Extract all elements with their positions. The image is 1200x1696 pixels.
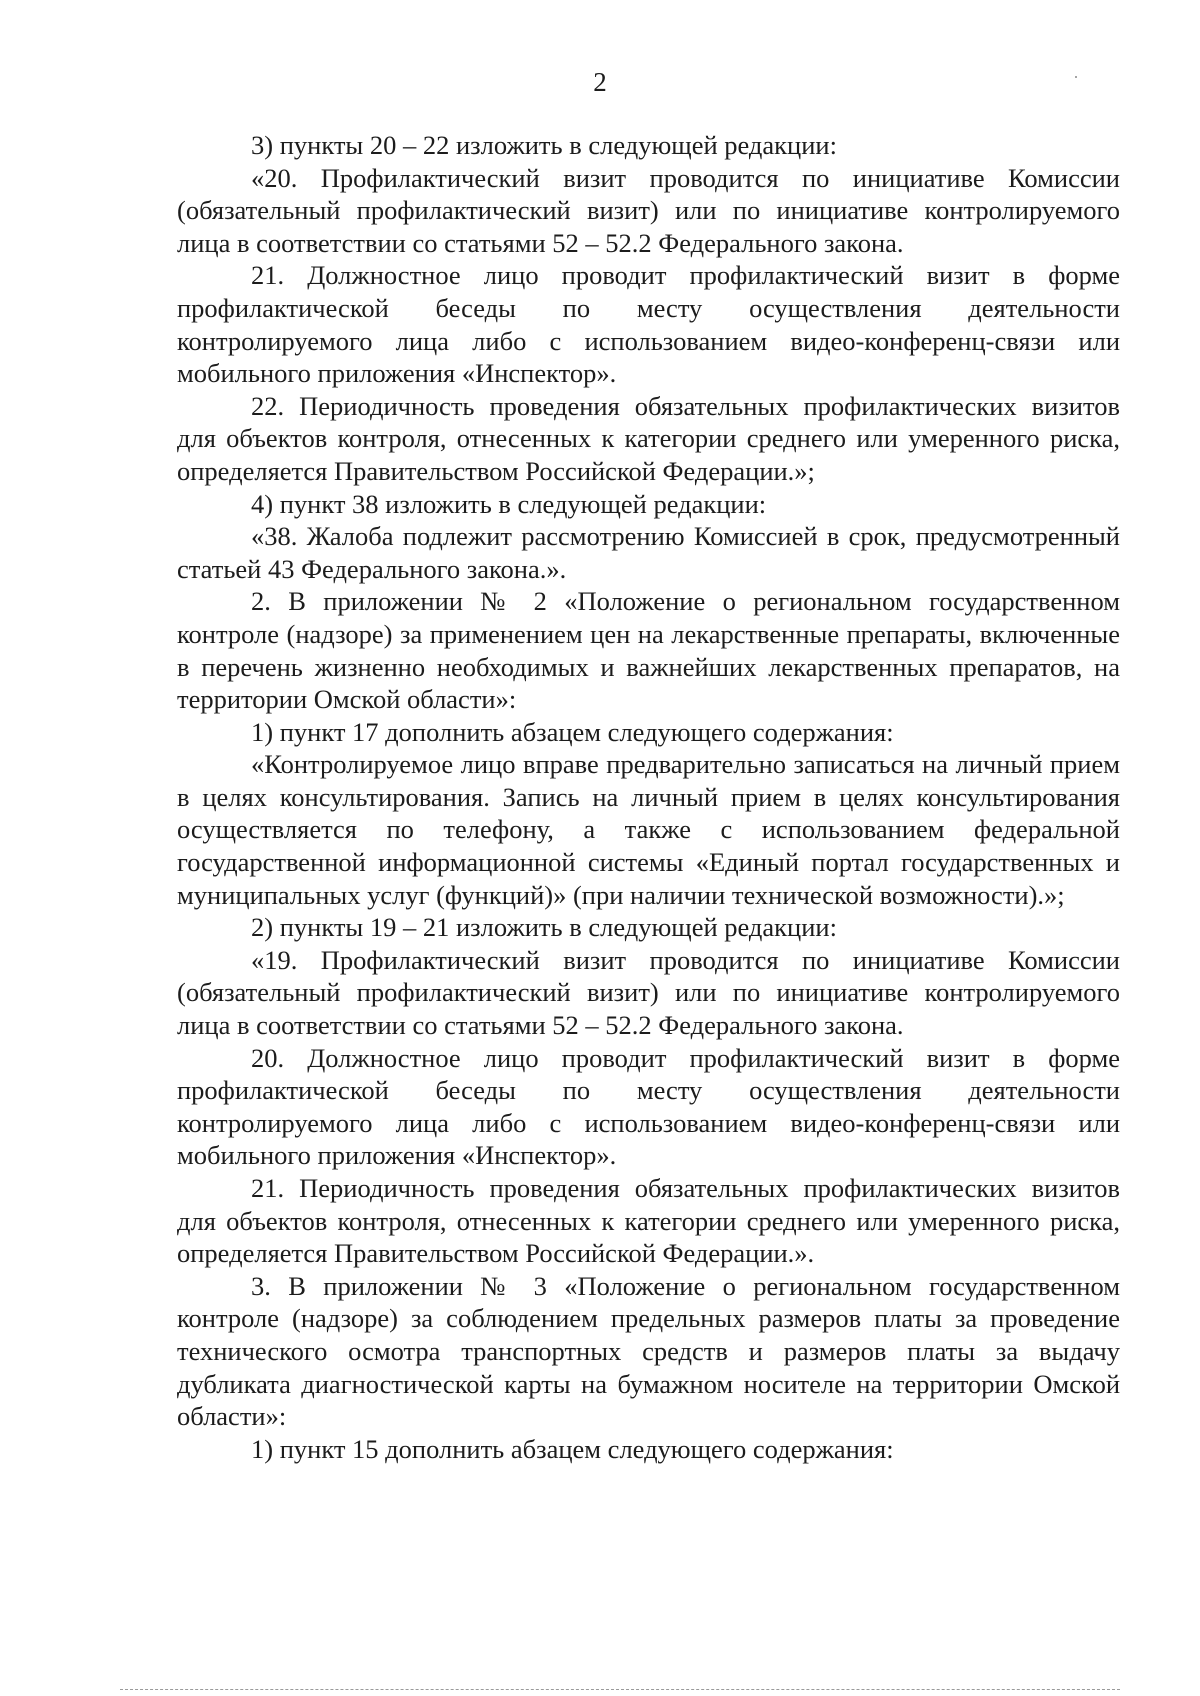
page-number: 2 bbox=[593, 67, 607, 97]
paragraph-item-4-intro: 4) пункт 38 изложить в следующей редакции: bbox=[251, 488, 767, 519]
paragraph-point-22: 22. Периодичность проведения обязательных профилактических визитов для объектов контроля, отнесенных к категории среднего или умеренного риска, определяется Правительством Российской Федерации.»; bbox=[177, 390, 1120, 486]
paragraph-point-20-b: 20. Должностное лицо проводит профилактический визит в форме профилактической беседы по месту осуществления деятельности контролируемого лица либо с использованием видео-конференц-связи или мобильного приложения «Инспектор». bbox=[177, 1042, 1120, 1171]
paragraph-item-1-intro-b: 1) пункт 15 дополнить абзацем следующего содержания: bbox=[251, 1433, 894, 1464]
paragraph-point-21-b: 21. Периодичность проведения обязательных профилактических визитов для объектов контроля, отнесенных к категории среднего или умеренного риска, определяется Правительством Российской Федерации.». bbox=[177, 1173, 1120, 1269]
document-body bbox=[177, 129, 1120, 1465]
paragraph-item-3-intro: 3) пункты 20 – 22 изложить в следующей редакции: bbox=[251, 130, 837, 160]
paragraph-appendix-3: 3. В приложении № 3 «Положение о региональном государственном контроле (надзоре) за соблюдением предельных размеров платы за проведение технического осмотра транспортных средств и размеров платы за выдачу дубликата диагностической карты на бумажном носителе на территории Омской области»: bbox=[177, 1270, 1120, 1432]
paragraph-consultation: «Контролируемое лицо вправе предварительно записаться на личный прием в целях консультирования. Запись на личный прием в целях консультирования осуществляется по телефону, а также с использованием федеральной государственной информационной системы «Единый портал государственных и муниципальных услуг (функций)» (при наличии технической возможности).»; bbox=[177, 749, 1120, 910]
scan-edge-line bbox=[120, 1689, 1120, 1691]
paragraph-item-2-intro: 2) пункты 19 – 21 изложить в следующей редакции: bbox=[251, 912, 837, 943]
paragraph-item-1-intro: 1) пункт 17 дополнить абзацем следующего содержания: bbox=[251, 716, 894, 747]
scan-speck bbox=[1075, 76, 1077, 78]
paragraph-point-38: «38. Жалоба подлежит рассмотрению Комиссией в срок, предусмотренный статьей 43 Федерального закона.». bbox=[177, 521, 1120, 584]
paragraph-appendix-2: 2. В приложении № 2 «Положение о региональном государственном контроле (надзоре) за применением цен на лекарственные препараты, включенные в перечень жизненно необходимых и важнейших лекарственных препаратов, на территории Омской области»: bbox=[177, 586, 1120, 715]
paragraph-point-19: «19. Профилактический визит проводится по инициативе Комиссии (обязательный профилактический визит) или по инициативе контролируемого лица в соответствии со статьями 52 – 52.2 Федерального закона. bbox=[177, 944, 1120, 1041]
paragraph-point-21: 21. Должностное лицо проводит профилактический визит в форме профилактической беседы по месту осуществления деятельности контролируемого лица либо с использованием видео-конференц-связи или мобильного приложения «Инспектор». bbox=[177, 260, 1120, 389]
paragraph-point-20: «20. Профилактический визит проводится по инициативе Комиссии (обязательный профилактический визит) или по инициативе контролируемого лица в соответствии со статьями 52 – 52.2 Федерального закона. bbox=[177, 162, 1120, 258]
